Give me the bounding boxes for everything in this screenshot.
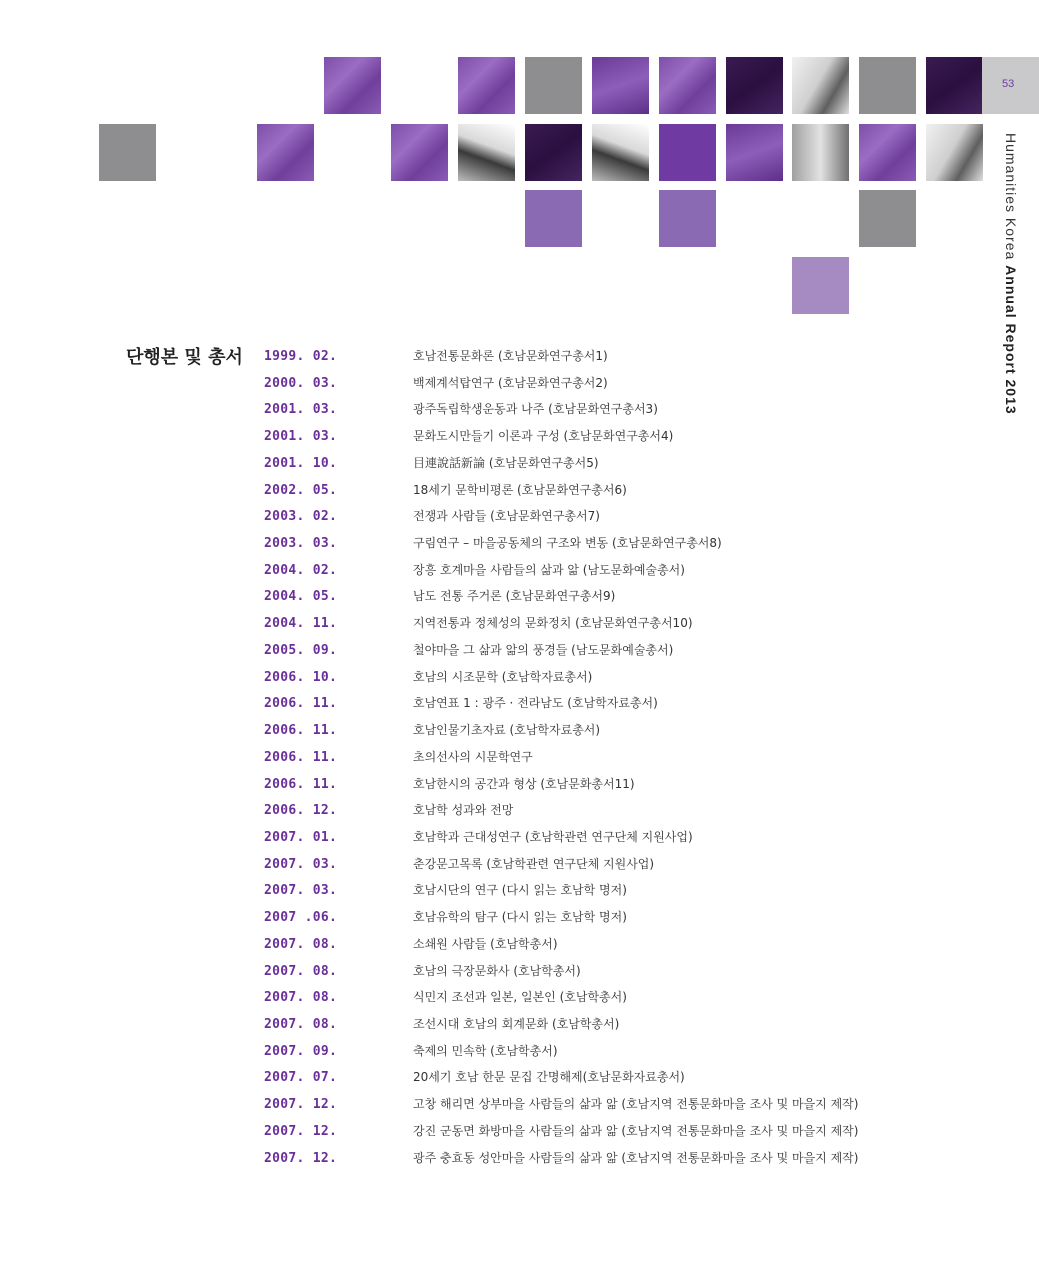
publication-date: 2007. 08. [264, 936, 338, 952]
mosaic-tile [859, 124, 916, 181]
publication-date: 2004. 05. [264, 589, 338, 605]
mosaic-tile [458, 57, 515, 114]
publication-title: 지역전통과 정체성의 문화정치 (호남문화연구총서10) [413, 616, 693, 631]
publication-title: 目連說話新論 (호남문화연구총서5) [413, 455, 599, 470]
publication-title: 호남의 극장문화사 (호남학총서) [413, 963, 581, 978]
mosaic-tile [525, 190, 582, 247]
publication-date: 2006. 10. [264, 669, 338, 685]
publication-title: 소쇄원 사람들 (호남학총서) [413, 936, 558, 951]
publication-title: 20세기 호남 한문 문집 간명해제(호남문화자료총서) [413, 1070, 685, 1085]
mosaic-tile [926, 57, 983, 114]
publication-title: 장흥 호계마을 사람들의 삶과 앎 (남도문화예술총서) [413, 562, 685, 577]
publication-date: 2007. 03. [264, 856, 338, 872]
publication-title: 철야마을 그 삶과 앎의 풍경들 (남도문화예술총서) [413, 642, 674, 657]
mosaic-tile [391, 124, 448, 181]
side-title [1003, 133, 1019, 415]
publication-title: 식민지 조선과 일본, 일본인 (호남학총서) [413, 990, 627, 1005]
publication-title: 전쟁과 사람들 (호남문화연구총서7) [413, 509, 600, 524]
publication-date: 2007. 08. [264, 963, 338, 979]
publication-date: 1999. 02. [264, 349, 338, 364]
mosaic-tile [525, 57, 582, 114]
publication-title: 호남의 시조문학 (호남학자료총서) [413, 669, 593, 684]
publication-title: 백제계석탑연구 (호남문화연구총서2) [413, 375, 608, 390]
publication-date: 2007. 09. [264, 1043, 338, 1059]
publication-title: 강진 군동면 화방마을 사람들의 삶과 앎 (호남지역 전통문화마을 조사 및 마을지 제작) [413, 1123, 859, 1138]
publication-date: 2003. 02. [264, 509, 338, 525]
publication-date: 2006. 11. [264, 776, 338, 792]
publication-date: 2007. 08. [264, 1016, 338, 1032]
mosaic-tile [257, 124, 314, 181]
mosaic-tile [99, 124, 156, 181]
publication-date: 2006. 11. [264, 749, 338, 765]
publication-title: 광주독립학생운동과 나주 (호남문화연구총서3) [413, 402, 658, 417]
publication-title: 호남연표 1 : 광주 · 전라남도 (호남학자료총서) [413, 696, 658, 711]
publication-date: 2001. 10. [264, 455, 338, 471]
section-title: 단행본 및 총서 [126, 347, 243, 368]
side-title-bold: Annual Report 2013 [1003, 265, 1019, 415]
mosaic-tile [659, 124, 716, 181]
mosaic-tile [726, 57, 783, 114]
publication-title: 호남시단의 연구 (다시 읽는 호남학 명저) [413, 883, 627, 898]
publication-date: 2004. 11. [264, 616, 338, 632]
publication-title: 18세기 문학비평론 (호남문화연구총서6) [413, 482, 627, 497]
mosaic-tile [659, 190, 716, 247]
page-number: 53 [1002, 78, 1015, 90]
publication-date: 2007. 08. [264, 990, 338, 1006]
publication-date: 2003. 03. [264, 536, 338, 552]
publication-date: 2007. 12. [264, 1123, 338, 1139]
publication-title: 호남유학의 탐구 (다시 읽는 호남학 명저) [413, 910, 627, 925]
publication-date: 2007. 07. [264, 1070, 338, 1086]
publication-date: 2007. 01. [264, 829, 338, 845]
mosaic-photo-tile [792, 124, 849, 181]
mosaic-tile [592, 57, 649, 114]
publication-title: 호남전통문화론 (호남문화연구총서1) [413, 349, 608, 363]
publication-date: 2000. 03. [264, 375, 338, 391]
publication-date: 2007 .06. [264, 910, 338, 926]
mosaic-tile [792, 257, 849, 314]
publication-title: 남도 전통 주거론 (호남문화연구총서9) [413, 589, 616, 604]
mosaic-tile [859, 190, 916, 247]
publication-date: 2007. 12. [264, 1097, 338, 1113]
mosaic-tile [726, 124, 783, 181]
publication-date: 2006. 11. [264, 696, 338, 712]
mosaic-tile [659, 57, 716, 114]
mosaic-tile [324, 57, 381, 114]
mosaic-tile [525, 124, 582, 181]
publication-title: 고창 해리면 상부마을 사람들의 삶과 앎 (호남지역 전통문화마을 조사 및 마을지 제작) [413, 1097, 859, 1112]
mosaic-tile [859, 57, 916, 114]
publication-title: 광주 충효동 성안마을 사람들의 삶과 앎 (호남지역 전통문화마을 조사 및 마을지 제작) [413, 1150, 859, 1165]
publication-title: 호남인물기초자료 (호남학자료총서) [413, 723, 601, 738]
publication-date: 2005. 09. [264, 642, 338, 658]
publication-date: 2004. 02. [264, 562, 338, 578]
publication-date: 2001. 03. [264, 402, 338, 418]
publication-date: 2006. 11. [264, 723, 338, 739]
publication-title: 축제의 민속학 (호남학총서) [413, 1043, 558, 1058]
mosaic-photo-tile [458, 124, 515, 181]
publication-date: 2007. 03. [264, 883, 338, 899]
publication-title: 춘강문고목록 (호남학관련 연구단체 지원사업) [413, 856, 655, 871]
publication-title: 호남학과 근대성연구 (호남학관련 연구단체 지원사업) [413, 829, 693, 844]
side-title-light: Humanities Korea [1003, 133, 1019, 266]
publication-title: 초의선사의 시문학연구 [413, 749, 533, 764]
mosaic-photo-tile [792, 57, 849, 114]
publication-date: 2001. 03. [264, 429, 338, 445]
publication-date: 2006. 12. [264, 803, 338, 819]
publication-title: 호남학 성과와 전망 [413, 803, 514, 818]
publication-title: 호남한시의 공간과 형상 (호남문화총서11) [413, 776, 635, 791]
mosaic-photo-tile [592, 124, 649, 181]
publication-date: 2002. 05. [264, 482, 338, 498]
publication-title: 조선시대 호남의 회계문화 (호남학총서) [413, 1016, 620, 1031]
publication-title: 문화도시만들기 이론과 구성 (호남문화연구총서4) [413, 429, 674, 444]
publication-title: 구림연구 – 마을공동체의 구조와 변동 (호남문화연구총서8) [413, 536, 722, 551]
mosaic-photo-tile [926, 124, 983, 181]
publication-date: 2007. 12. [264, 1150, 338, 1166]
